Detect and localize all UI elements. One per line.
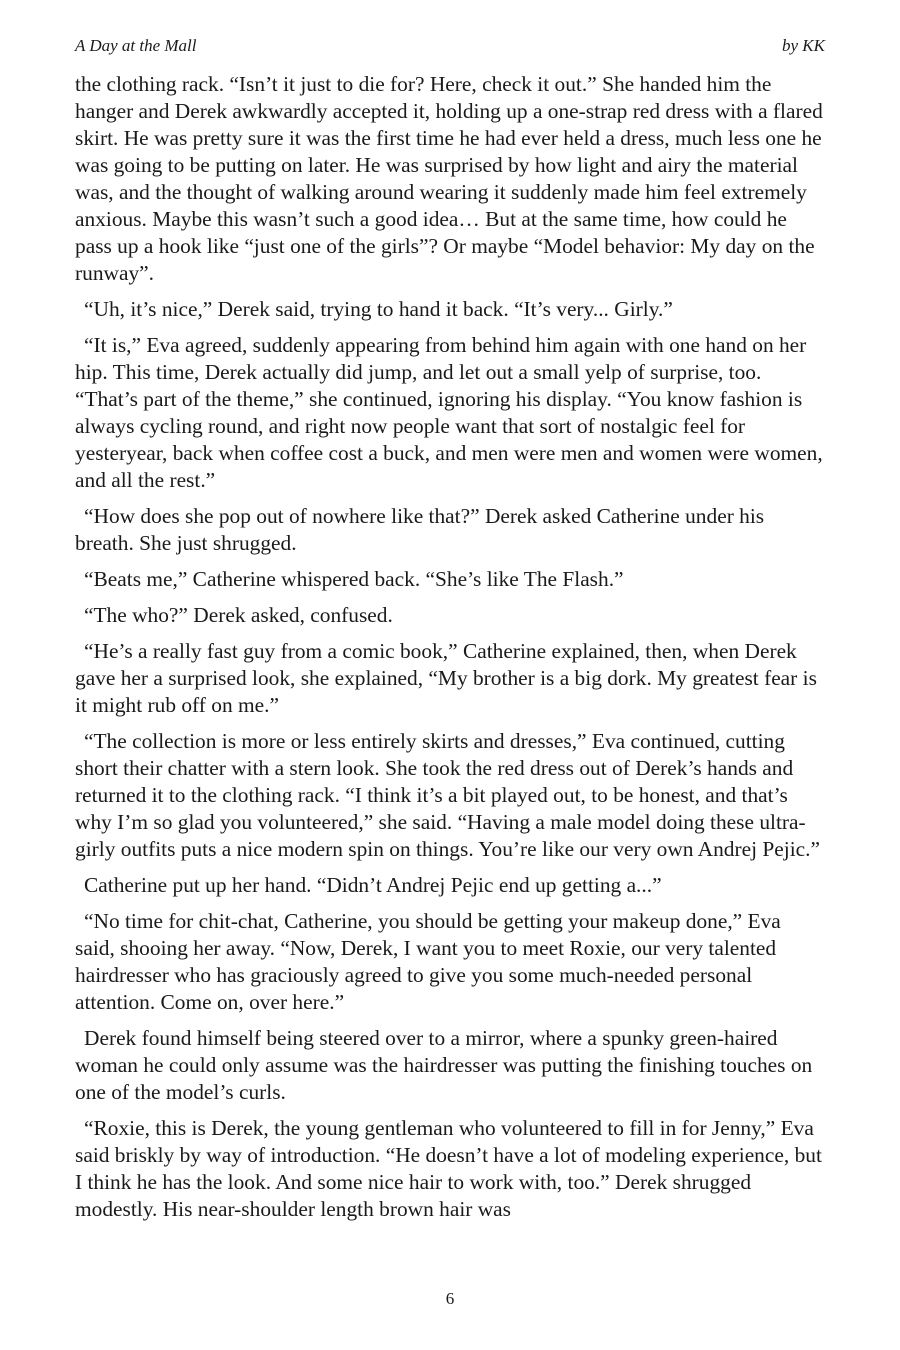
page-number: 6 (445, 1289, 455, 1308)
paragraph: “Uh, it’s nice,” Derek said, trying to hand it back. “It’s very... Girly.” (84, 297, 673, 321)
paragraph: “No time for chit-chat, Catherine, you should be getting your makeup done,” Eva said, shooing her away. “Now, Derek, I want you to meet Roxie, our very talented hairdresser who has graciously agreed to give you some much-needed personal attention. Come on, over here.” (75, 909, 781, 1014)
paragraph: “He’s a really fast guy from a comic book,” Catherine explained, then, when Derek gave her a surprised look, she explained, “My brother is a big dork. My greatest fear is it might rub off on me.” (75, 639, 817, 717)
paragraph: “It is,” Eva agreed, suddenly appearing from behind him again with one hand on her hip. This time, Derek actually did jump, and let out a small yelp of surprise, too. “That’s part of the theme,” she continued, ignoring his display. “You know fashion is always cycling round, and right now people want that sort of nostalgic feel for yesteryear, back when coffee cost a buck, and men were men and women were women, and all the rest.” (75, 333, 823, 492)
paragraph: “The who?” Derek asked, confused. (84, 603, 393, 627)
paragraph: the clothing rack. “Isn’t it just to die for? Here, check it out.” She handed him the hanger and Derek awkwardly accepted it, holding up a one-strap red dress with a flared skirt. He was pretty sure it was the first time he had ever held a dress, much less one he was going to be putting on later. He was surprised by how light and airy the material was, and the thought of walking around wearing it suddenly made him feel extremely anxious. Maybe this wasn’t such a good idea… But at the same time, how could he pass up a hook like “just one of the girls”? Or maybe “Model behavior: My day on the runway”. (75, 72, 823, 285)
author-credit: by KK (782, 36, 825, 55)
book-title: A Day at the Mall (75, 36, 197, 55)
paragraph: “The collection is more or less entirely skirts and dresses,” Eva continued, cutting short their chatter with a stern look. She took the red dress out of Derek’s hands and returned it to the clothing rack. “I think it’s a bit played out, to be honest, and that’s why I’m so glad you volunteered,” she said. “Having a male model doing these ultra-girly outfits puts a nice modern spin on things. You’re like our very own Andrej Pejic.” (75, 729, 821, 861)
text-body (75, 71, 825, 1232)
paragraph: “How does she pop out of nowhere like that?” Derek asked Catherine under his breath. She just shrugged. (75, 504, 765, 555)
paragraph: Derek found himself being steered over to a mirror, where a spunky green-haired woman he could only assume was the hairdresser was putting the finishing touches on one of the model’s curls. (75, 1026, 813, 1104)
paragraph: Catherine put up her hand. “Didn’t Andrej Pejic end up getting a...” (84, 873, 662, 897)
paragraph: “Roxie, this is Derek, the young gentleman who volunteered to fill in for Jenny,” Eva said briskly by way of introduction. “He doesn’t have a lot of modeling experience, but I think he has the look. And some nice hair to work with, too.” Derek shrugged modestly. His near-shoulder length brown hair was (75, 1116, 822, 1221)
running-header (75, 36, 825, 56)
paragraph: “Beats me,” Catherine whispered back. “She’s like The Flash.” (84, 567, 624, 591)
